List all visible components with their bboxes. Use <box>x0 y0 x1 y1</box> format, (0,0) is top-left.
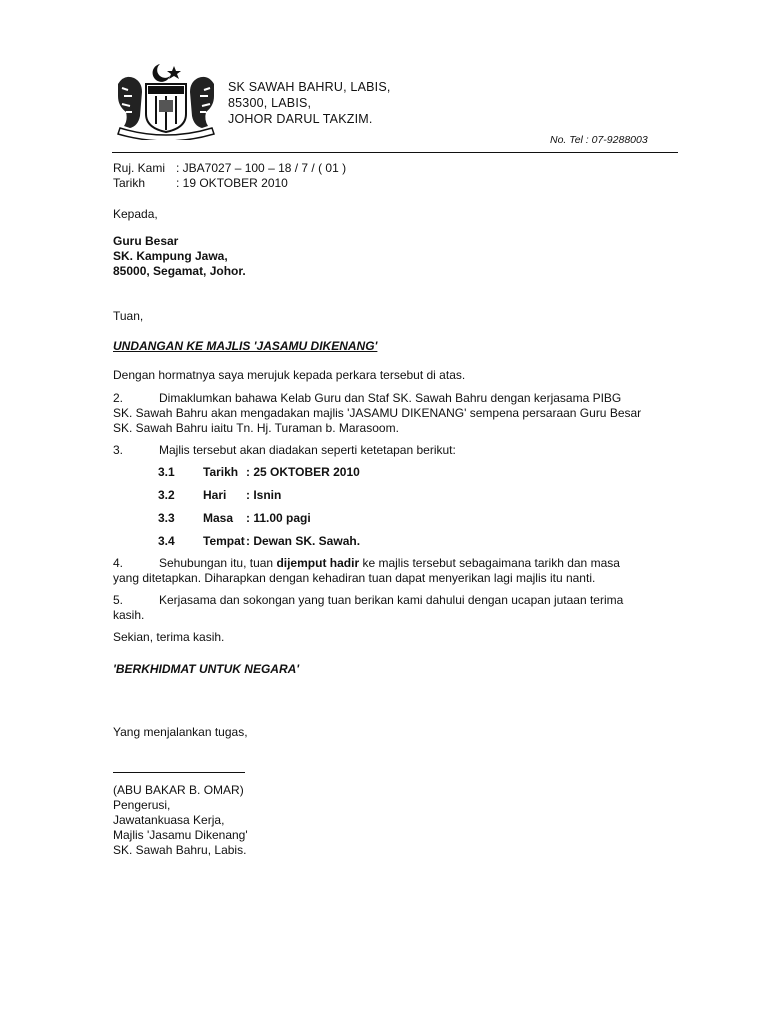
detail-label: Tarikh <box>203 465 239 479</box>
tarikh-value: : 19 OKTOBER 2010 <box>176 176 288 190</box>
detail-value: : 11.00 pagi <box>246 511 311 525</box>
telephone-number: No. Tel : 07-9288003 <box>550 134 648 146</box>
header-divider <box>112 152 678 153</box>
paragraph-3 <box>113 443 456 458</box>
paragraph-3-number: 3. <box>113 443 124 457</box>
signatory-title-2: Jawatankuasa Kerja, <box>113 813 225 827</box>
salutation: Tuan, <box>113 309 144 323</box>
detail-number: 3.4 <box>158 534 175 548</box>
detail-label: Hari <box>203 488 227 502</box>
paragraph-4-pre: Sehubungan itu, tuan <box>159 556 277 570</box>
school-address <box>228 79 391 127</box>
address-line-2: 85300, LABIS, <box>228 96 312 110</box>
signatory-title-3: Majlis 'Jasamu Dikenang' <box>113 828 248 842</box>
coat-of-arms-icon <box>110 60 222 140</box>
recipient-line-3: 85000, Segamat, Johor. <box>113 264 246 278</box>
paragraph-3-text: Majlis tersebut akan diadakan seperti ketetapan berikut: <box>159 443 456 457</box>
paragraph-1: Dengan hormatnya saya merujuk kepada perkara tersebut di atas. <box>113 368 466 382</box>
signature-line <box>113 772 245 773</box>
paragraph-5-rest: kasih. <box>113 608 145 622</box>
ruj-value: : JBA7027 – 100 – 18 / 7 / ( 01 ) <box>176 161 347 175</box>
ruj-label: Ruj. Kami <box>113 161 166 175</box>
address-line-1: SK SAWAH BAHRU, LABIS, <box>228 80 391 94</box>
subject-heading: UNDANGAN KE MAJLIS 'JASAMU DIKENANG' <box>113 339 378 353</box>
signatory-title-4: SK. Sawah Bahru, Labis. <box>113 843 247 857</box>
paragraph-5-number: 5. <box>113 593 124 607</box>
address-line-3: JOHOR DARUL TAKZIM. <box>228 112 373 126</box>
paragraph-4 <box>113 556 648 586</box>
paragraph-2-first-line <box>113 391 621 406</box>
coat-of-arms-logo <box>110 60 222 140</box>
detail-number: 3.2 <box>158 488 175 502</box>
signature-intro: Yang menjalankan tugas, <box>113 725 248 739</box>
detail-label: Tempat <box>203 534 245 548</box>
detail-number: 3.1 <box>158 465 175 479</box>
kepada-text: Kepada, <box>113 207 158 221</box>
paragraph-4-emphasis: dijemput hadir <box>276 556 360 570</box>
paragraph-2-number: 2. <box>113 391 124 405</box>
paragraph-5-first-text: Kerjasama dan sokongan yang tuan berikan kami dahului dengan ucapan jutaan terima <box>159 593 624 607</box>
detail-value: : 25 OKTOBER 2010 <box>246 465 360 479</box>
closing-text: Sekian, terima kasih. <box>113 630 225 644</box>
paragraph-5-first-line <box>113 593 623 608</box>
paragraph-4-number: 4. <box>113 556 124 570</box>
signatory-name: (ABU BAKAR B. OMAR) <box>113 783 244 797</box>
paragraph-2-rest: SK. Sawah Bahru akan mengadakan majlis 'JASAMU DIKENANG' sempena persaraan Guru Besar SK. Sawah Bahru iaitu Tn. Hj. Turaman b. Marasoom. <box>113 406 642 435</box>
recipient-line-1: Guru Besar <box>113 234 179 248</box>
paragraph-4-post: ke majlis tersebut sebagaimana tarikh dan masa yang ditetapkan. Diharapkan dengan kehadiran tuan dapat menyerikan lagi majlis itu nanti. <box>113 556 620 585</box>
recipient-line-2: SK. Kampung Jawa, <box>113 249 228 263</box>
signatory-title-1: Pengerusi, <box>113 798 171 812</box>
detail-value: : Isnin <box>246 488 282 502</box>
detail-number: 3.3 <box>158 511 175 525</box>
detail-label: Masa <box>203 511 234 525</box>
detail-value: : Dewan SK. Sawah. <box>246 534 361 548</box>
motto: 'BERKHIDMAT UNTUK NEGARA' <box>113 662 300 676</box>
tarikh-label: Tarikh <box>113 176 146 190</box>
paragraph-2-first-text: Dimaklumkan bahawa Kelab Guru dan Staf SK. Sawah Bahru dengan kerjasama PIBG <box>159 391 622 405</box>
